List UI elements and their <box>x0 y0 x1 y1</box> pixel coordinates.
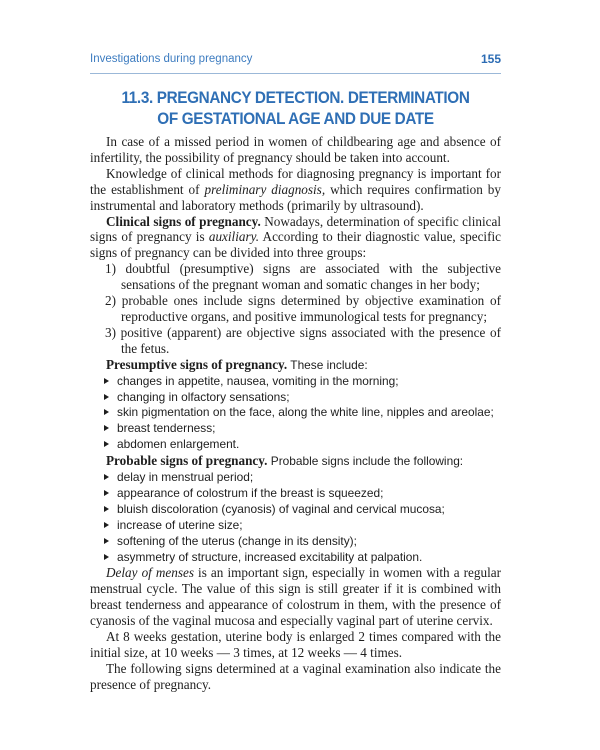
list-item <box>90 518 501 534</box>
list-item <box>90 437 501 453</box>
triangle-bullet-icon <box>104 425 109 431</box>
running-header <box>90 51 501 74</box>
text: which requires confirmation by instrumental and laboratory methods (primarily by ultrasound). <box>90 181 501 213</box>
running-header-title: Investigations during pregnancy <box>90 53 253 65</box>
list-item-text: asymmetry of structure, increased excitability at palpation. <box>117 549 423 564</box>
triangle-bullet-icon <box>104 538 109 544</box>
text: Knowledge of clinical methods for diagnosing pregnancy is important for the establishment of <box>90 165 501 197</box>
list-item-text: delay in menstrual period; <box>117 470 254 485</box>
triangle-bullet-icon <box>104 378 109 384</box>
emphasis-preliminary-diagnosis: preliminary diagnosis, <box>204 181 326 197</box>
subheading-presumptive-signs: Presumptive signs of pregnancy. <box>106 356 288 372</box>
section-heading-line-2: OF GESTATIONAL AGE AND DUE DATE <box>157 109 434 128</box>
list-item-text: changing in olfactory sensations; <box>117 389 290 404</box>
triangle-bullet-icon <box>104 474 109 480</box>
paragraph-missed-period: In case of a missed period in women of childbearing age and absence of infertility, the possibility of pregnancy should be taken into account. <box>90 134 501 165</box>
emphasis-auxiliary: auxiliary. <box>208 229 260 245</box>
triangle-bullet-icon <box>104 490 109 496</box>
paragraph-clinical-signs <box>90 214 501 262</box>
paragraph-vaginal-examination: The following signs determined at a vaginal examination also indicate the presence of pregnancy. <box>90 660 501 692</box>
triangle-bullet-icon <box>104 522 109 528</box>
list-item-text: abdomen enlargement. <box>117 437 240 452</box>
subheading-probable-signs: Probable signs of pregnancy. <box>106 453 268 469</box>
triangle-bullet-icon <box>104 409 109 415</box>
list-item-text: skin pigmentation on the face, along the white line, nipples and areolae; <box>117 405 494 420</box>
list-item-text: breast tenderness; <box>117 421 216 436</box>
section-heading-line-1: 11.3. PREGNANCY DETECTION. DETERMINATION <box>121 88 470 107</box>
list-item <box>90 486 501 502</box>
section-heading <box>111 87 481 129</box>
list-item <box>90 405 501 421</box>
page-body <box>90 134 501 693</box>
paragraph-uterine-enlargement: At 8 weeks gestation, uterine body is enlarged 2 times compared with the initial size, at 10 weeks — 3 times, at 12 weeks — 4 times. <box>90 629 501 660</box>
paragraph-probable-signs <box>90 453 501 470</box>
triangle-bullet-icon <box>104 506 109 512</box>
emphasis-delay-of-menses: Delay of menses <box>106 565 194 581</box>
list-item <box>90 470 501 486</box>
list-item <box>90 502 501 518</box>
text: is an important sign, especially in women with a regular menstrual cycle. The value of this sign is still greater if it is combined with breast tenderness and appearance of colostrum in them, with the presence of cyanosis of the vaginal mucosa and especially vaginal part of uterine cervix. <box>90 565 501 629</box>
subheading-clinical-signs: Clinical signs of pregnancy. <box>106 213 261 229</box>
list-item <box>90 550 501 566</box>
page-number: 155 <box>480 52 501 66</box>
list-item-text: changes in appetite, nausea, vomiting in the morning; <box>117 373 399 388</box>
text: According to their diagnostic value, specific signs of pregnancy can be divided into three groups: <box>90 229 501 261</box>
list-item-text: softening of the uterus (change in its density); <box>117 533 357 548</box>
list-item <box>90 421 501 437</box>
group-item-positive: 3) positive (apparent) are objective signs associated with the presence of the fetus. <box>105 324 501 356</box>
triangle-bullet-icon <box>104 441 109 447</box>
paragraph-delay-of-menses <box>90 565 501 629</box>
list-item-text: increase of uterine size; <box>117 517 243 532</box>
text: Nowadays, determination of specific clinical signs of pregnancy is <box>90 213 501 245</box>
paragraph-clinical-methods <box>90 166 501 214</box>
list-item-text: bluish discoloration (cyanosis) of vaginal and cervical mucosa; <box>117 501 445 516</box>
group-item-probable: 2) probable ones include signs determined by objective examination of reproductive organs, and positive immunological tests for pregnancy; <box>105 293 501 324</box>
list-item <box>90 390 501 406</box>
triangle-bullet-icon <box>104 394 109 400</box>
text: Probable signs include the following: <box>267 454 464 469</box>
paragraph-presumptive-signs <box>90 357 501 374</box>
triangle-bullet-icon <box>104 554 109 560</box>
list-item-text: appearance of colostrum if the breast is squeezed; <box>117 485 384 500</box>
text: These include: <box>287 357 368 372</box>
list-item <box>90 534 501 550</box>
group-item-doubtful: 1) doubtful (presumptive) signs are associated with the subjective sensations of the pregnant woman and somatic changes in her body; <box>105 261 501 293</box>
list-item <box>90 374 501 390</box>
